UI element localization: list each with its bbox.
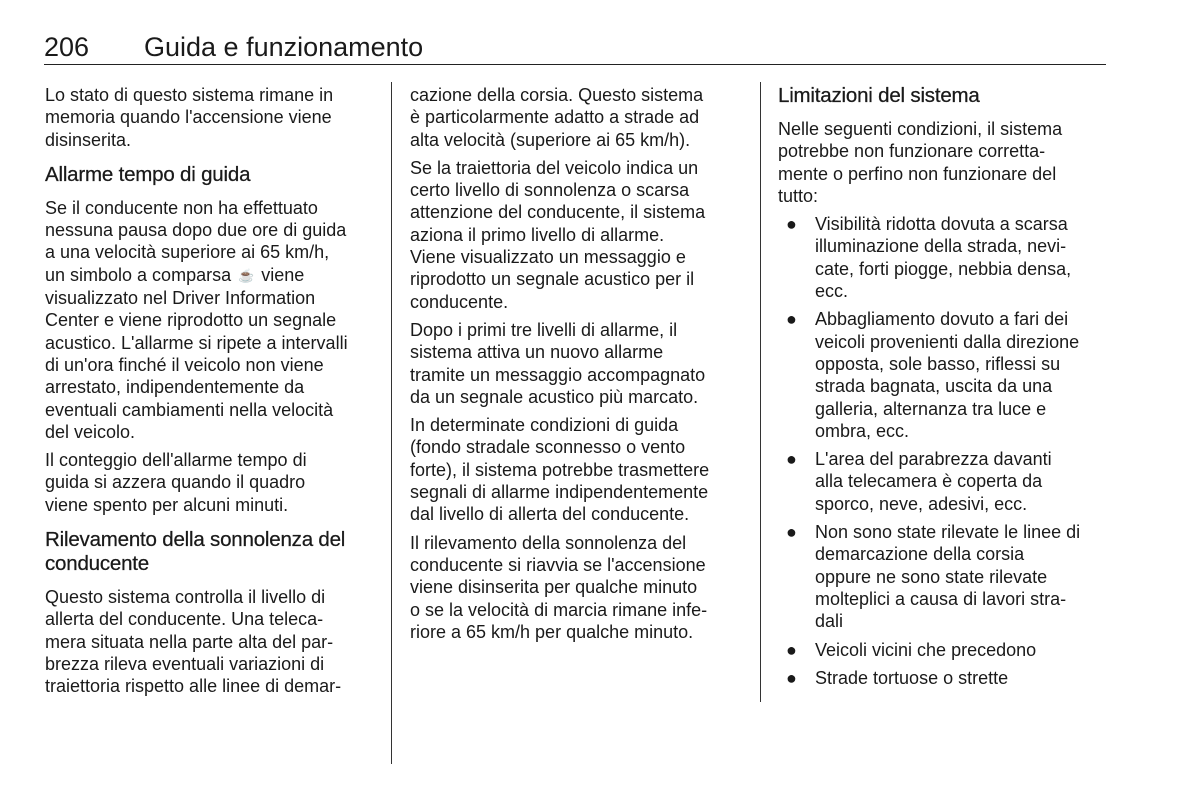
text-line: tramite un messaggio accompagnato <box>410 364 706 385</box>
page-header <box>44 30 1106 65</box>
text-line: aziona il primo livello di allarme. <box>410 224 665 245</box>
list-item <box>778 308 1108 442</box>
text-line: da un segnale acustico più marcato. <box>410 386 699 407</box>
paragraph <box>45 197 385 443</box>
list-item <box>778 639 1108 661</box>
page-number: 206 <box>44 32 90 62</box>
coffee-cup-icon: ☕ <box>238 267 255 283</box>
text-line: attenzione del conducente, il sistema <box>410 202 706 223</box>
text-line: mente o perfino non funzionare del <box>778 163 1057 184</box>
text-line: eventuali cambiamenti nella velocità <box>45 399 334 420</box>
text-line: viene disinserita per qualche minuto <box>410 577 698 598</box>
text-line: Il conteggio dell'allarme tempo di <box>45 450 307 471</box>
text-line: conducente. <box>410 291 509 312</box>
text-line: Questo sistema controlla il livello di <box>45 587 326 608</box>
text-line: Se la traiettoria del veicolo indica un <box>410 157 699 178</box>
paragraph <box>410 84 750 151</box>
text-line: cazione della corsia. Questo sistema <box>410 85 704 105</box>
text-line: L'area del parabrezza davanti <box>815 449 1052 470</box>
column-1 <box>45 84 385 704</box>
text-line: acustico. L'allarme si ripete a intervalli <box>45 332 348 353</box>
text-line: nessuna pausa dopo due ore di guida <box>45 220 347 241</box>
text-line: Rilevamento della sonnolenza del <box>45 528 346 552</box>
text-line: (fondo stradale sconnesso o vento <box>410 437 686 458</box>
paragraph <box>410 414 750 525</box>
text-line: segnali di allarme indipendentemente <box>410 482 709 503</box>
bullet-icon: ● <box>786 214 797 235</box>
bullet-icon: ● <box>786 522 797 543</box>
heading <box>778 84 1108 108</box>
text-line: Viene visualizzato un messaggio e <box>410 247 686 268</box>
text-line: In determinate condizioni di guida <box>410 415 679 436</box>
text-line: riore a 65 km/h per qualche minuto. <box>410 621 694 642</box>
text-line: dali <box>815 611 844 632</box>
text-line: allerta del conducente. Una teleca- <box>45 609 324 630</box>
text-line: sistema attiva un nuovo allarme <box>410 342 664 363</box>
text-line: Il rilevamento della sonnolenza del <box>410 532 687 553</box>
text-line: oppure ne sono state rilevate <box>815 566 1048 587</box>
text-line: Allarme tempo di guida <box>45 162 251 186</box>
text-line: demarcazione della corsia <box>815 544 1025 565</box>
text-line: molteplici a causa di lavori stra- <box>815 588 1067 609</box>
text-line: alla telecamera è coperta da <box>815 471 1043 492</box>
paragraph <box>45 84 385 151</box>
paragraph <box>410 319 750 408</box>
text-line: conducente <box>45 552 150 576</box>
text-line: visualizzato nel Driver Information <box>45 288 316 309</box>
text-line: Limitazioni del sistema <box>778 84 980 107</box>
column-2 <box>410 84 750 649</box>
text-line: ombra, ecc. <box>815 420 910 441</box>
text-line: brezza rileva eventuali variazioni di <box>45 653 325 674</box>
paragraph <box>45 586 385 697</box>
text-line: tutto: <box>778 185 819 206</box>
text-line: guida si azzera quando il quadro <box>45 472 306 493</box>
text-line: Lo stato di questo sistema rimane in <box>45 85 334 105</box>
text-line: Veicoli vicini che precedono <box>815 639 1037 660</box>
text-line: del veicolo. <box>45 421 136 442</box>
text-line: Abbagliamento dovuto a fari dei <box>815 309 1069 330</box>
text-line: dal livello di allerta del conducente. <box>410 504 690 525</box>
paragraph <box>410 532 750 643</box>
text-line: un simbolo a comparsa ☕ viene <box>45 264 385 287</box>
list-item <box>778 213 1108 302</box>
text-line: Strade tortuose o strette <box>815 667 1009 688</box>
bullet-icon: ● <box>786 667 797 688</box>
text-line: forte), il sistema potrebbe trasmettere <box>410 459 710 480</box>
text-line: disinserita. <box>45 129 132 150</box>
column-divider <box>760 82 761 702</box>
text-line: cate, forti piogge, nebbia densa, <box>815 258 1072 279</box>
text-line: ecc. <box>815 281 849 302</box>
text-line: di un'ora finché il veicolo non viene <box>45 354 324 375</box>
text-line: veicoli provenienti dalla direzione <box>815 331 1080 352</box>
text-line: Non sono state rilevate le linee di <box>815 522 1081 543</box>
paragraph <box>778 118 1108 207</box>
text-line: strada bagnata, uscita da una <box>815 376 1053 397</box>
paragraph <box>45 449 385 516</box>
list-item <box>778 448 1108 515</box>
heading <box>45 163 385 187</box>
bullet-icon: ● <box>786 449 797 470</box>
list-item <box>778 521 1108 632</box>
text-line: riprodotto un segnale acustico per il <box>410 269 695 290</box>
text-line: è particolarmente adatto a strade ad <box>410 107 700 128</box>
text-line: Se il conducente non ha effettuato <box>45 197 318 218</box>
text-line: viene spento per alcuni minuti. <box>45 494 289 515</box>
column-divider <box>391 82 392 764</box>
text-line: potrebbe non funzionare corretta- <box>778 141 1046 162</box>
text-line: o se la velocità di marcia rimane infe- <box>410 599 708 620</box>
text-line: Nelle seguenti condizioni, il sistema <box>778 119 1063 139</box>
text-line: Dopo i primi tre livelli di allarme, il <box>410 319 678 340</box>
text-line: alta velocità (superiore ai 65 km/h). <box>410 129 691 150</box>
text-line: traiettoria rispetto alle linee di demar- <box>45 676 342 697</box>
heading <box>45 528 385 576</box>
text-line: Visibilità ridotta dovuta a scarsa <box>815 214 1068 235</box>
text-line: opposta, sole basso, riflessi su <box>815 353 1061 374</box>
text-line: galleria, alternanza tra luce e <box>815 398 1047 419</box>
text-line: Center e viene riprodotto un segnale <box>45 310 337 331</box>
text-line: illuminazione della strada, nevi- <box>815 236 1067 257</box>
bullet-icon: ● <box>786 309 797 330</box>
text-line: mera situata nella parte alta del par- <box>45 631 334 652</box>
text-line: conducente si riavvia se l'accensione <box>410 554 706 575</box>
text-line: arrestato, indipendentemente da <box>45 377 305 398</box>
section-title: Guida e funzionamento <box>144 32 424 62</box>
paragraph <box>410 157 750 313</box>
list-item <box>778 667 1108 689</box>
text-line: memoria quando l'accensione viene <box>45 107 332 128</box>
column-3 <box>778 84 1108 695</box>
text-line: certo livello di sonnolenza o scarsa <box>410 180 690 201</box>
text-line: a una velocità superiore ai 65 km/h, <box>45 242 330 263</box>
bullet-icon: ● <box>786 639 797 660</box>
text-line: sporco, neve, adesivi, ecc. <box>815 493 1028 514</box>
